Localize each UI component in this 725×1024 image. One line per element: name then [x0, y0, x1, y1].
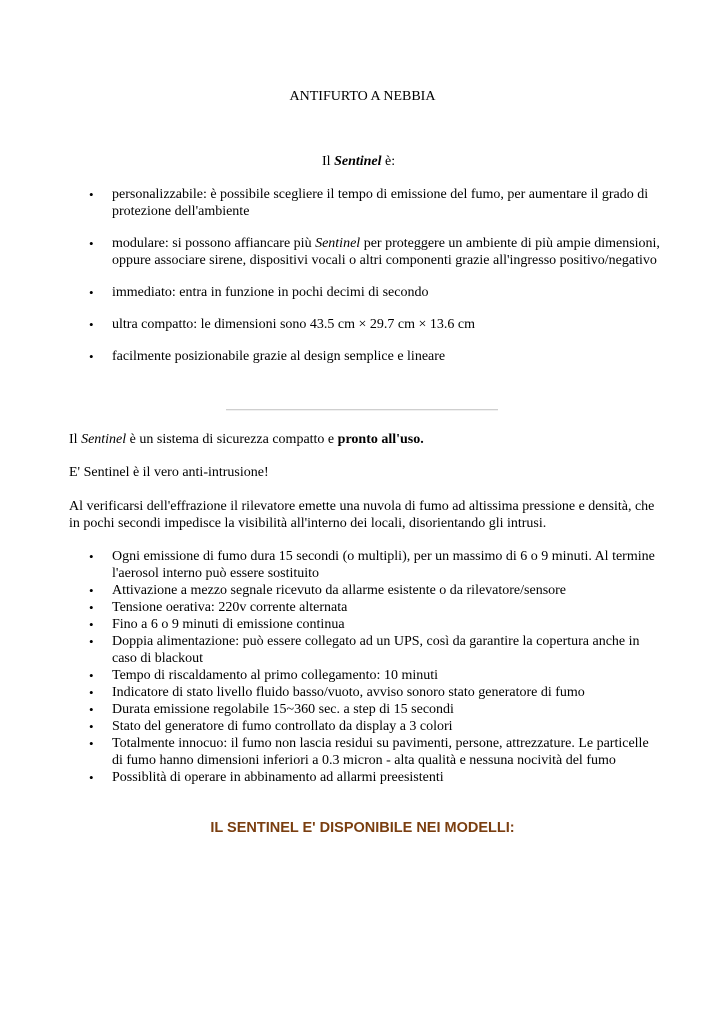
- paragraph-product-name: Sentinel: [81, 432, 127, 447]
- spec-item: • Indicatore di stato livello fluido basso/vuoto, avviso sonoro stato generatore di fumo: [112, 684, 657, 701]
- paragraph-bold-text: pronto all'uso.: [337, 432, 424, 447]
- feature-product-name: Sentinel: [315, 236, 361, 251]
- spec-item: • Doppia alimentazione: può essere collegato ad un UPS, così da garantire la copertura anche in caso di blackout: [112, 633, 657, 667]
- feature-item: [112, 235, 667, 269]
- intro-prefix: Il: [322, 154, 335, 169]
- spec-item: • Possiblità di operare in abbinamento ad allarmi preesistenti: [112, 769, 657, 786]
- intro-product-name: Sentinel: [334, 154, 382, 169]
- spec-item: • Tensione oerativa: 220v corrente alternata: [112, 599, 657, 616]
- feature-item: • immediato: entra in funzione in pochi decimi di secondo: [112, 284, 667, 301]
- spec-item: • Attivazione a mezzo segnale ricevuto da allarme esistente o da rilevatore/sensore: [112, 582, 657, 599]
- feature-item: • ultra compatto: le dimensioni sono 43.5 cm × 29.7 cm × 13.6 cm: [112, 316, 667, 333]
- paragraph-tagline: E' Sentinel è il vero anti-intrusione!: [69, 465, 269, 480]
- intro-suffix: è:: [381, 154, 396, 169]
- paragraph-text: è un sistema di sicurezza compatto e: [126, 432, 338, 447]
- feature-item: • personalizzabile: è possibile scegliere il tempo di emissione del fumo, per aumentare il grado di protezione dell'ambiente: [112, 186, 667, 220]
- paragraph-summary: [69, 431, 659, 448]
- horizontal-divider: [226, 409, 498, 411]
- feature-text: per proteggere un ambiente di più ampie dimensioni, oppure associare sirene, dispositivi vocali o altri componenti grazie all'ingresso positivo/negativo: [112, 236, 660, 268]
- spec-item: • Tempo di riscaldamento al primo collegamento: 10 minuti: [112, 667, 657, 684]
- spec-list: [112, 548, 657, 786]
- models-heading: IL SENTINEL E' DISPONIBILE NEI MODELLI:: [210, 820, 515, 836]
- spec-item: • Fino a 6 o 9 minuti di emissione continua: [112, 616, 657, 633]
- feature-item: • facilmente posizionabile grazie al design semplice e lineare: [112, 348, 667, 365]
- spec-item: • Stato del generatore di fumo controllato da display a 3 colori: [112, 718, 657, 735]
- paragraph-text: Il: [69, 432, 82, 447]
- feature-text: modulare: si possono affiancare più: [112, 236, 316, 251]
- intro-line: [322, 153, 395, 170]
- paragraph-description: Al verificarsi dell'effrazione il rilevatore emette una nuvola di fumo ad altissima pressione e densità, che in pochi secondi impedisce la visibilità all'interno dei locali, disorientando gli intrusi.: [69, 499, 655, 531]
- document-title: ANTIFURTO A NEBBIA: [289, 89, 436, 104]
- spec-item: • Ogni emissione di fumo dura 15 secondi (o multipli), per un massimo di 6 o 9 minuti. Al termine l'aerosol interno può essere sostituito: [112, 548, 657, 582]
- spec-item: • Durata emissione regolabile 15~360 sec. a step di 15 secondi: [112, 701, 657, 718]
- feature-list: [112, 186, 667, 380]
- spec-item: • Totalmente innocuo: il fumo non lascia residui su pavimenti, persone, attrezzature. Le particelle di fumo hanno dimensioni inferiori a 0.3 micron - alta qualità e nessuna nocività del fumo: [112, 735, 657, 769]
